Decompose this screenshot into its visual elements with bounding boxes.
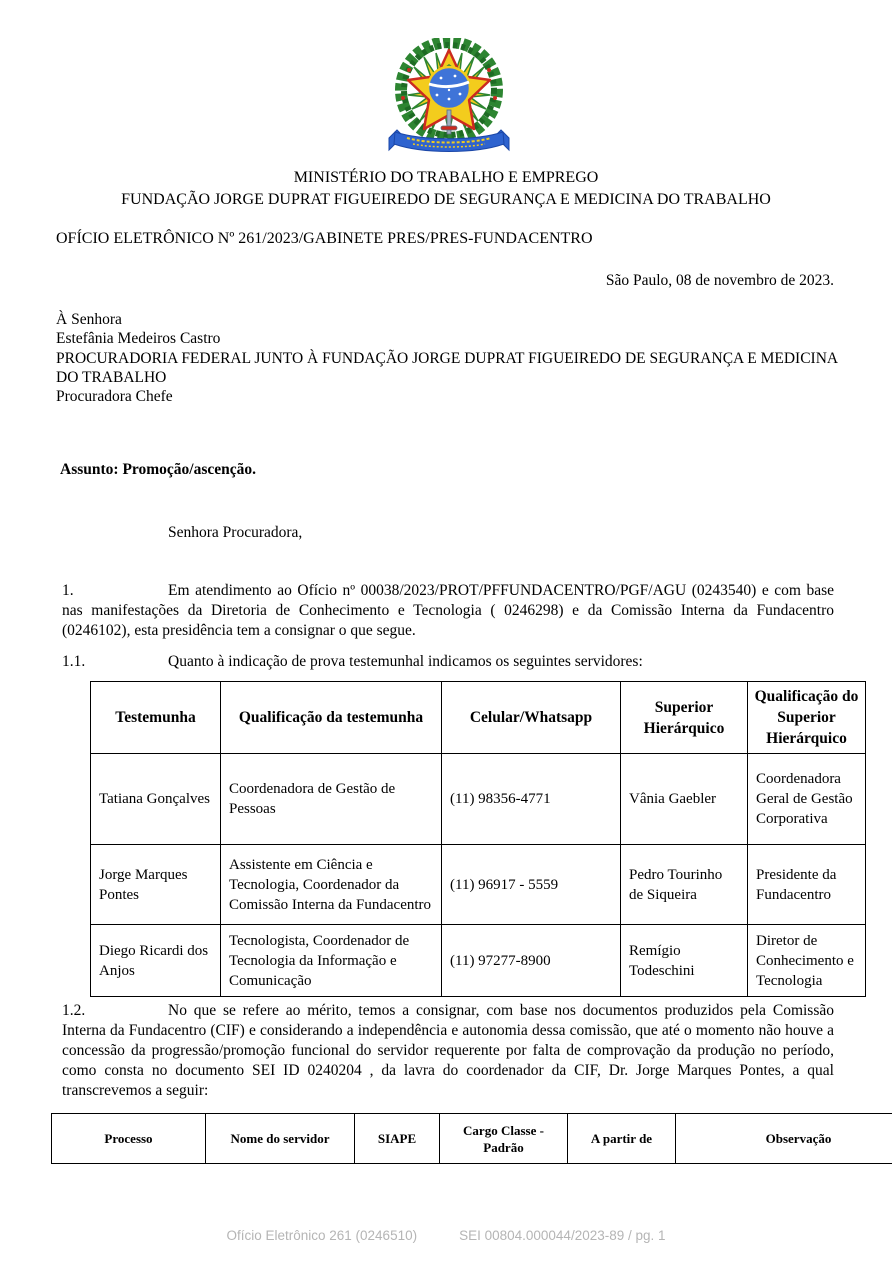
table-cell: (11) 97277-8900 [442,925,621,997]
paragraph-1-1 [62,652,834,672]
table-row [91,845,866,925]
greeting-line: Senhora Procuradora, [168,524,303,541]
table-cell: Assistente em Ciência e Tecnologia, Coordenador da Comissão Interna da Fundacentro [221,845,442,925]
table-cell: (11) 96917 - 5559 [442,845,621,925]
table-cell: Diretor de Conhecimento e Tecnologia [748,925,866,997]
oficio-number: OFÍCIO ELETRÔNICO Nº 261/2023/GABINETE PRES/PRES-FUNDACENTRO [56,230,593,247]
table-cell: Tecnologista, Coordenador de Tecnologia da Informação e Comunicação [221,925,442,997]
column-header: Qualificação da testemunha [221,682,442,754]
footer-doc-ref: Ofício Eletrônico 261 (0246510) [226,1228,418,1243]
recipient-name: Estefânia Medeiros Castro [56,330,221,348]
paragraph-number: 1. [62,582,74,599]
column-header: Observação [676,1114,892,1164]
table-cell: Tatiana Gonçalves [91,754,221,845]
paragraph-text: Em atendimento ao Ofício nº 00038/2023/PROT/PFFUNDACENTRO/PGF/AGU (0243540) e com base nas manifestações da Diretoria de Conhecimento e Tecnologia ( 0246298) e da Comissão Interna da Fundacentro (0246102), esta presidência tem a consignar o que segue. [62,582,834,639]
table-cell: Vânia Gaebler [621,754,748,845]
brazil-coat-of-arms-icon [383,38,515,160]
table-cell: Pedro Tourinho de Siqueira [621,845,748,925]
column-header: Celular/Whatsapp [442,682,621,754]
table-cell: Presidente da Fundacentro [748,845,866,925]
table-header-row [52,1114,892,1164]
column-header: Qualificação do Superior Hierárquico [748,682,866,754]
column-header: Testemunha [91,682,221,754]
table-row [91,925,866,997]
process-table [51,1113,892,1164]
table-cell: (11) 98356-4771 [442,754,621,845]
org-header [0,167,892,211]
paragraph-1 [62,581,834,641]
table-cell: Coordenadora de Gestão de Pessoas [221,754,442,845]
ministry-name: MINISTÉRIO DO TRABALHO E EMPREGO [293,169,599,186]
paragraph-number: 1.2. [62,1002,86,1019]
column-header: Superior Hierárquico [621,682,748,754]
recipient-role: Procuradora Chefe [56,388,173,406]
table-cell: Diego Ricardi dos Anjos [91,925,221,997]
witnesses-table [90,681,866,997]
recipient-organization: PROCURADORIA FEDERAL JUNTO À FUNDAÇÃO JORGE DUPRAT FIGUEIREDO DE SEGURANÇA E MEDICINA DO TRABALHO [56,349,838,386]
paragraph-number: 1.1. [62,653,86,670]
column-header: Processo [52,1114,206,1164]
column-header: A partir de [568,1114,676,1164]
recipient-block [56,310,838,406]
table-header-row [91,682,866,754]
recipient-salutation: À Senhora [56,311,122,328]
table-cell: Coordenadora Geral de Gestão Corporativa [748,754,866,845]
table-row [91,754,866,845]
paragraph-text: Quanto à indicação de prova testemunhal indicamos os seguintes servidores: [168,653,643,670]
date-place-line: São Paulo, 08 de novembro de 2023. [605,272,834,289]
page-footer [0,1228,892,1243]
table-cell: Jorge Marques Pontes [91,845,221,925]
foundation-name: FUNDAÇÃO JORGE DUPRAT FIGUEIREDO DE SEGURANÇA E MEDICINA DO TRABALHO [121,191,771,208]
footer-sei-ref: SEI 00804.000044/2023-89 / pg. 1 [459,1228,666,1243]
table-cell: Remígio Todeschini [621,925,748,997]
paragraph-text: No que se refere ao mérito, temos a consignar, com base nos documentos produzidos pela Comissão Interna da Fundacentro (CIF) e considerando a independência e autonomia dessa comissão, que até o momento não houve a concessão da progressão/promoção funcional do servidor requerente por falta de comprovação da produção no período, como consta no documento SEI ID 0240204 , da lavra do coordenador da CIF, Dr. Jorge Marques Pontes, a qual transcrevemos a seguir: [62,1002,834,1099]
subject-line: Assunto: Promoção/ascenção. [60,461,257,478]
column-header: Nome do servidor [206,1114,355,1164]
column-header: SIAPE [355,1114,440,1164]
column-header: Cargo Classe - Padrão [440,1114,568,1164]
paragraph-1-2 [62,1001,834,1101]
